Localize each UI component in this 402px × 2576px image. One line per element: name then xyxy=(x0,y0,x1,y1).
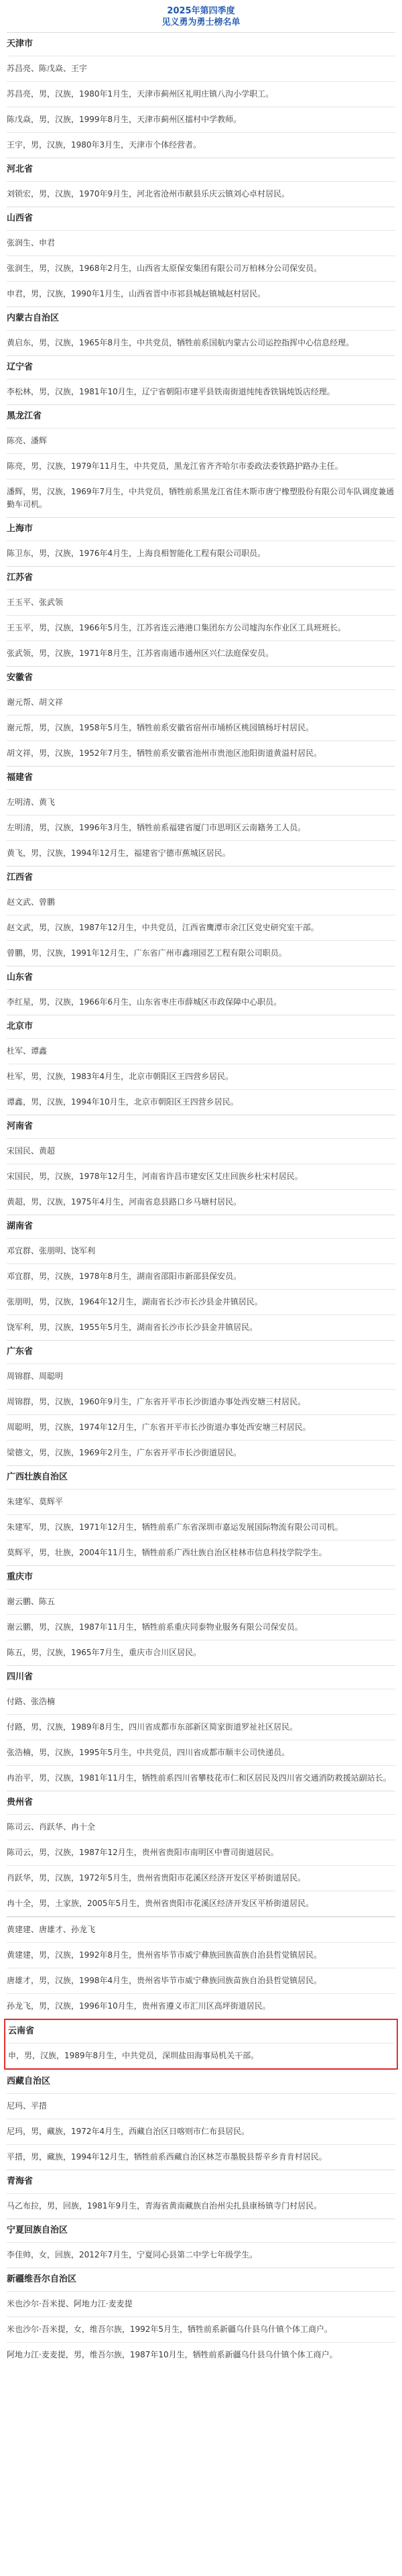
person-entry: 陈司云，男，汉族，1987年12月生，贵州省贵阳市南明区中曹司街道居民。 xyxy=(7,1840,395,1865)
region-section xyxy=(7,1916,395,2019)
region-title: 山西省 xyxy=(7,213,34,223)
person-entry: 李佳帅，女，回族，2012年7月生，宁夏同心县第二中学七年级学生。 xyxy=(7,2242,395,2267)
group-names: 米也沙尔·吾米提、阿地力江·麦麦提 xyxy=(7,2291,395,2316)
group-names: 王玉平、张武领 xyxy=(7,590,395,615)
region-section xyxy=(7,1665,395,1791)
group-names: 赵文武、曾鹏 xyxy=(7,889,395,915)
region-title: 四川省 xyxy=(7,1672,34,1682)
group-names: 陈亮、潘辉 xyxy=(7,428,395,453)
region-section xyxy=(4,2019,398,2070)
person-entry: 谢云鹏，男，汉族，1987年11月生，牺牲前系重庆同泰物业服务有限公司保安员。 xyxy=(7,1614,395,1640)
person-entry: 王宇，男，汉族，1980年3月生，天津市个体经营者。 xyxy=(7,132,395,158)
region-title: 广西壮族自治区 xyxy=(7,1472,68,1482)
group-names: 苏昌亮、陈戊焱、王宇 xyxy=(7,56,395,81)
region-title: 安徽省 xyxy=(7,673,34,683)
person-entry: 肖跃华，男，汉族，1972年5月生，贵州省贵阳市花溪区经济开发区平桥街道居民。 xyxy=(7,1865,395,1891)
person-entry: 刘锁宏，男，汉族，1970年9月生，河北省沧州市献县乐庆云镇刘心卓村居民。 xyxy=(7,181,395,207)
person-entry: 申君，男，汉族，1990年1月生，山西省晋中市祁县城赵镇城赵村居民。 xyxy=(7,281,395,306)
person-entry: 赵文武，男，汉族，1987年12月生，中共党员，江西省鹰潭市余江区党史研究室干部。 xyxy=(7,915,395,940)
region-title: 贵州省 xyxy=(7,1797,34,1807)
person-entry: 冉十全，男，土家族，2005年5月生，贵州省贵阳市花溪区经济开发区平桥街道居民。 xyxy=(7,1891,395,1916)
region-title: 湖南省 xyxy=(7,1221,34,1231)
person-entry: 宋国民，男，汉族，1978年12月生，河南省许昌市建安区艾庄回族乡杜宋村居民。 xyxy=(7,1164,395,1189)
person-entry: 曾鹏，男，汉族，1991年12月生，广东省广州市鑫翊园艺工程有限公司职员。 xyxy=(7,940,395,966)
region-title: 宁夏回族自治区 xyxy=(7,2225,68,2235)
person-entry: 邓宜群，男，汉族，1978年8月生，湖南省邵阳市新邵县保安员。 xyxy=(7,1264,395,1289)
region-title: 河南省 xyxy=(7,1121,34,1131)
person-entry: 冉治平，男，汉族，1981年11月生，牺牲前系四川省攀枝花市仁和区居民及四川省交通消防救援站副站长。 xyxy=(7,1765,395,1791)
group-names: 杜军、谭鑫 xyxy=(7,1038,395,1064)
person-entry: 平措，男，藏族，1994年12月生，牺牲前系西藏自治区林芝市墨脱县帮辛乡肯肯村居民。 xyxy=(7,2144,395,2170)
group-names: 左明清、黄飞 xyxy=(7,789,395,815)
region-section xyxy=(7,158,395,207)
region-title: 上海市 xyxy=(7,524,34,534)
person-entry: 阿地力江·麦麦提，男，维吾尔族，1987年10月生，牺牲前系新疆乌什县乌什镇个体工商户。 xyxy=(7,2342,395,2367)
region-section xyxy=(7,355,395,404)
region-title: 青海省 xyxy=(7,2176,34,2186)
person-entry: 陈五，男，汉族，1965年7月生，重庆市合川区居民。 xyxy=(7,1640,395,1665)
person-entry: 谭鑫，男，汉族，1994年10月生，北京市朝阳区王四营乡居民。 xyxy=(7,1089,395,1115)
region-section xyxy=(7,766,395,866)
region-title: 河北省 xyxy=(7,164,34,174)
region-title: 重庆市 xyxy=(7,1572,34,1582)
person-entry: 杜军，男，汉族，1983年4月生，北京市朝阳区王四营乡居民。 xyxy=(7,1064,395,1089)
person-entry: 王玉平，男，汉族，1966年5月生，江苏省连云港港口集团东方公司墟沟东作业区工具班班长。 xyxy=(7,615,395,640)
person-entry: 谢元帮，男，汉族，1958年5月生，牺牲前系安徽省宿州市埇桥区桃园镇杨圩村居民。 xyxy=(7,715,395,740)
region-section xyxy=(7,1115,395,1215)
region-title: 福建省 xyxy=(7,773,34,783)
region-section xyxy=(7,404,395,517)
region-title: 江西省 xyxy=(7,873,34,883)
person-entry: 潘辉，男，汉族，1969年7月生，中共党员，牺牲前系黑龙江省佳木斯市唐宁橡塑股份有限公司车队调度兼通勤车司机。 xyxy=(7,479,395,517)
region-title: 西藏自治区 xyxy=(7,2076,51,2086)
region-title: 天津市 xyxy=(7,39,34,49)
region-title: 黑龙江省 xyxy=(7,411,42,421)
region-section xyxy=(7,866,395,966)
person-entry: 胡文祥，男，汉族，1952年7月生，牺牲前系安徽省池州市贵池区池阳街道黄溢村居民。 xyxy=(7,740,395,766)
group-names: 张润生、申君 xyxy=(7,230,395,256)
person-entry: 周聪明，男，汉族，1974年12月生，广东省开平市长沙街道办事处西安塘三村居民。 xyxy=(7,1414,395,1440)
group-names: 邓宜群、张朋明、饶军利 xyxy=(7,1238,395,1264)
list-title xyxy=(7,5,395,28)
region-section xyxy=(7,966,395,1015)
person-entry: 付路，男，汉族，1989年8月生，四川省成都市东部新区简家街道罗祉社区居民。 xyxy=(7,1714,395,1740)
person-entry: 黄建建，男，汉族，1992年8月生，贵州省毕节市威宁彝族回族苗族自治县哲觉镇居民。 xyxy=(7,1942,395,1968)
group-names: 周锦群、周聪明 xyxy=(7,1363,395,1389)
person-entry: 米也沙尔·吾米提，女，维吾尔族，1992年5月生，牺牲前系新疆乌什县乌什镇个体工商户。 xyxy=(7,2316,395,2342)
title-line-1: 2025年第四季度 xyxy=(167,6,235,16)
person-entry: 张朋明，男，汉族，1964年12月生，湖南省长沙市长沙县金井镇居民。 xyxy=(7,1289,395,1314)
person-entry: 黄超，男，汉族，1975年4月生，河南省息县路口乡马塘村居民。 xyxy=(7,1189,395,1215)
person-entry: 周锦群，男，汉族，1960年9月生，广东省开平市长沙街道办事处西安塘三村居民。 xyxy=(7,1389,395,1414)
region-title: 云南省 xyxy=(8,2026,35,2036)
group-names: 付路、张浩楠 xyxy=(7,1689,395,1714)
region-section xyxy=(7,517,395,566)
person-entry: 尼玛，男，藏族，1972年4月生，西藏自治区日喀则市仁布县居民。 xyxy=(7,2119,395,2144)
region-section xyxy=(7,1791,395,1916)
region-section xyxy=(7,2219,395,2267)
person-entry: 陈戊焱，男，汉族，1999年8月生，天津市蓟州区擂村中学教师。 xyxy=(7,107,395,132)
group-names: 朱建军、莫辉平 xyxy=(7,1489,395,1514)
region-section xyxy=(7,1215,395,1340)
region-title: 辽宁省 xyxy=(7,362,34,372)
region-section xyxy=(7,2170,395,2219)
region-title: 内蒙古自治区 xyxy=(7,313,60,323)
region-section xyxy=(7,1565,395,1665)
group-names: 谢元帮、胡文祥 xyxy=(7,689,395,715)
region-section xyxy=(7,1340,395,1465)
group-names: 尼玛、平措 xyxy=(7,2093,395,2119)
person-entry: 饶军利，男，汉族，1955年5月生，湖南省长沙市长沙县金井镇居民。 xyxy=(7,1314,395,1340)
honor-list xyxy=(7,32,395,2367)
region-section xyxy=(7,566,395,666)
region-section xyxy=(7,2070,395,2170)
person-entry: 李松林，男，汉族，1981年10月生，辽宁省朝阳市建平县铁南街道纯纯香铁锅炖饭店经理。 xyxy=(7,379,395,404)
person-entry: 申，男，汉族，1989年8月生，中共党员，深圳盐田海事局机关干部。 xyxy=(8,2043,394,2068)
group-names: 宋国民、黄超 xyxy=(7,1138,395,1164)
region-title: 山东省 xyxy=(7,972,34,983)
group-names: 陈司云、肖跃华、冉十全 xyxy=(7,1814,395,1840)
group-names: 谢云鹏、陈五 xyxy=(7,1589,395,1614)
region-section xyxy=(7,666,395,766)
region-title: 广东省 xyxy=(7,1347,34,1357)
person-entry: 梁德文，男，汉族，1969年2月生，广东省开平市长沙街道居民。 xyxy=(7,1440,395,1465)
region-section xyxy=(7,2267,395,2367)
person-entry: 孙龙飞，男，汉族，1996年10月生，贵州省遵义市汇川区高坪街道居民。 xyxy=(7,1993,395,2019)
title-line-2: 见义勇为勇士榜名单 xyxy=(161,17,241,27)
person-entry: 马乙布拉，男，回族，1981年9月生，青海省黄南藏族自治州尖扎县康杨镇寺门村居民。 xyxy=(7,2193,395,2219)
person-entry: 陈亮，男，汉族，1979年11月生，中共党员，黑龙江省齐齐哈尔市委政法委铁路护路办主任。 xyxy=(7,453,395,479)
person-entry: 张润生，男，汉族，1968年2月生，山西省太原保安集团有限公司万柏林分公司保安员。 xyxy=(7,256,395,281)
person-entry: 陈卫东，男，汉族，1976年4月生，上海良相智能化工程有限公司职员。 xyxy=(7,541,395,566)
person-entry: 黄启东，男，汉族，1965年8月生，中共党员，牺牲前系国航内蒙古公司运控指挥中心信息经理。 xyxy=(7,330,395,355)
person-entry: 左明清，男，汉族，1996年3月生，牺牲前系福建省厦门市思明区云南籍务工人员。 xyxy=(7,815,395,840)
person-entry: 李红星，男，汉族，1966年6月生，山东省枣庄市薛城区市政保障中心职员。 xyxy=(7,989,395,1015)
region-section xyxy=(7,1465,395,1565)
region-title: 江苏省 xyxy=(7,573,34,583)
region-section xyxy=(7,306,395,355)
person-entry: 莫辉平，男，壮族，2004年11月生，牺牲前系广西壮族自治区桂林市信息科技学院学生。 xyxy=(7,1540,395,1565)
region-section xyxy=(7,207,395,306)
group-names: 黄建建、唐雄才、孙龙飞 xyxy=(7,1917,395,1942)
person-entry: 唐雄才，男，汉族，1998年4月生，贵州省毕节市威宁彝族回族苗族自治县哲觉镇居民。 xyxy=(7,1968,395,1993)
region-title: 北京市 xyxy=(7,1021,34,1031)
region-title: 新疆维吾尔自治区 xyxy=(7,2274,77,2284)
region-section xyxy=(7,1015,395,1115)
person-entry: 张武领，男，汉族，1971年8月生，江苏省南通市通州区兴仁法庭保安员。 xyxy=(7,640,395,666)
person-entry: 张浩楠，男，汉族，1995年5月生，中共党员，四川省成都市顺丰公司快递员。 xyxy=(7,1740,395,1765)
region-section xyxy=(7,32,395,158)
person-entry: 朱建军，男，汉族，1971年12月生，牺牲前系广东省深圳市嘉运发展国际物流有限公司司机。 xyxy=(7,1514,395,1540)
person-entry: 苏昌亮，男，汉族，1980年1月生，天津市蓟州区礼明庄镇八沟小学职工。 xyxy=(7,81,395,107)
person-entry: 黄飞，男，汉族，1994年12月生，福建省宁德市蕉城区居民。 xyxy=(7,840,395,866)
